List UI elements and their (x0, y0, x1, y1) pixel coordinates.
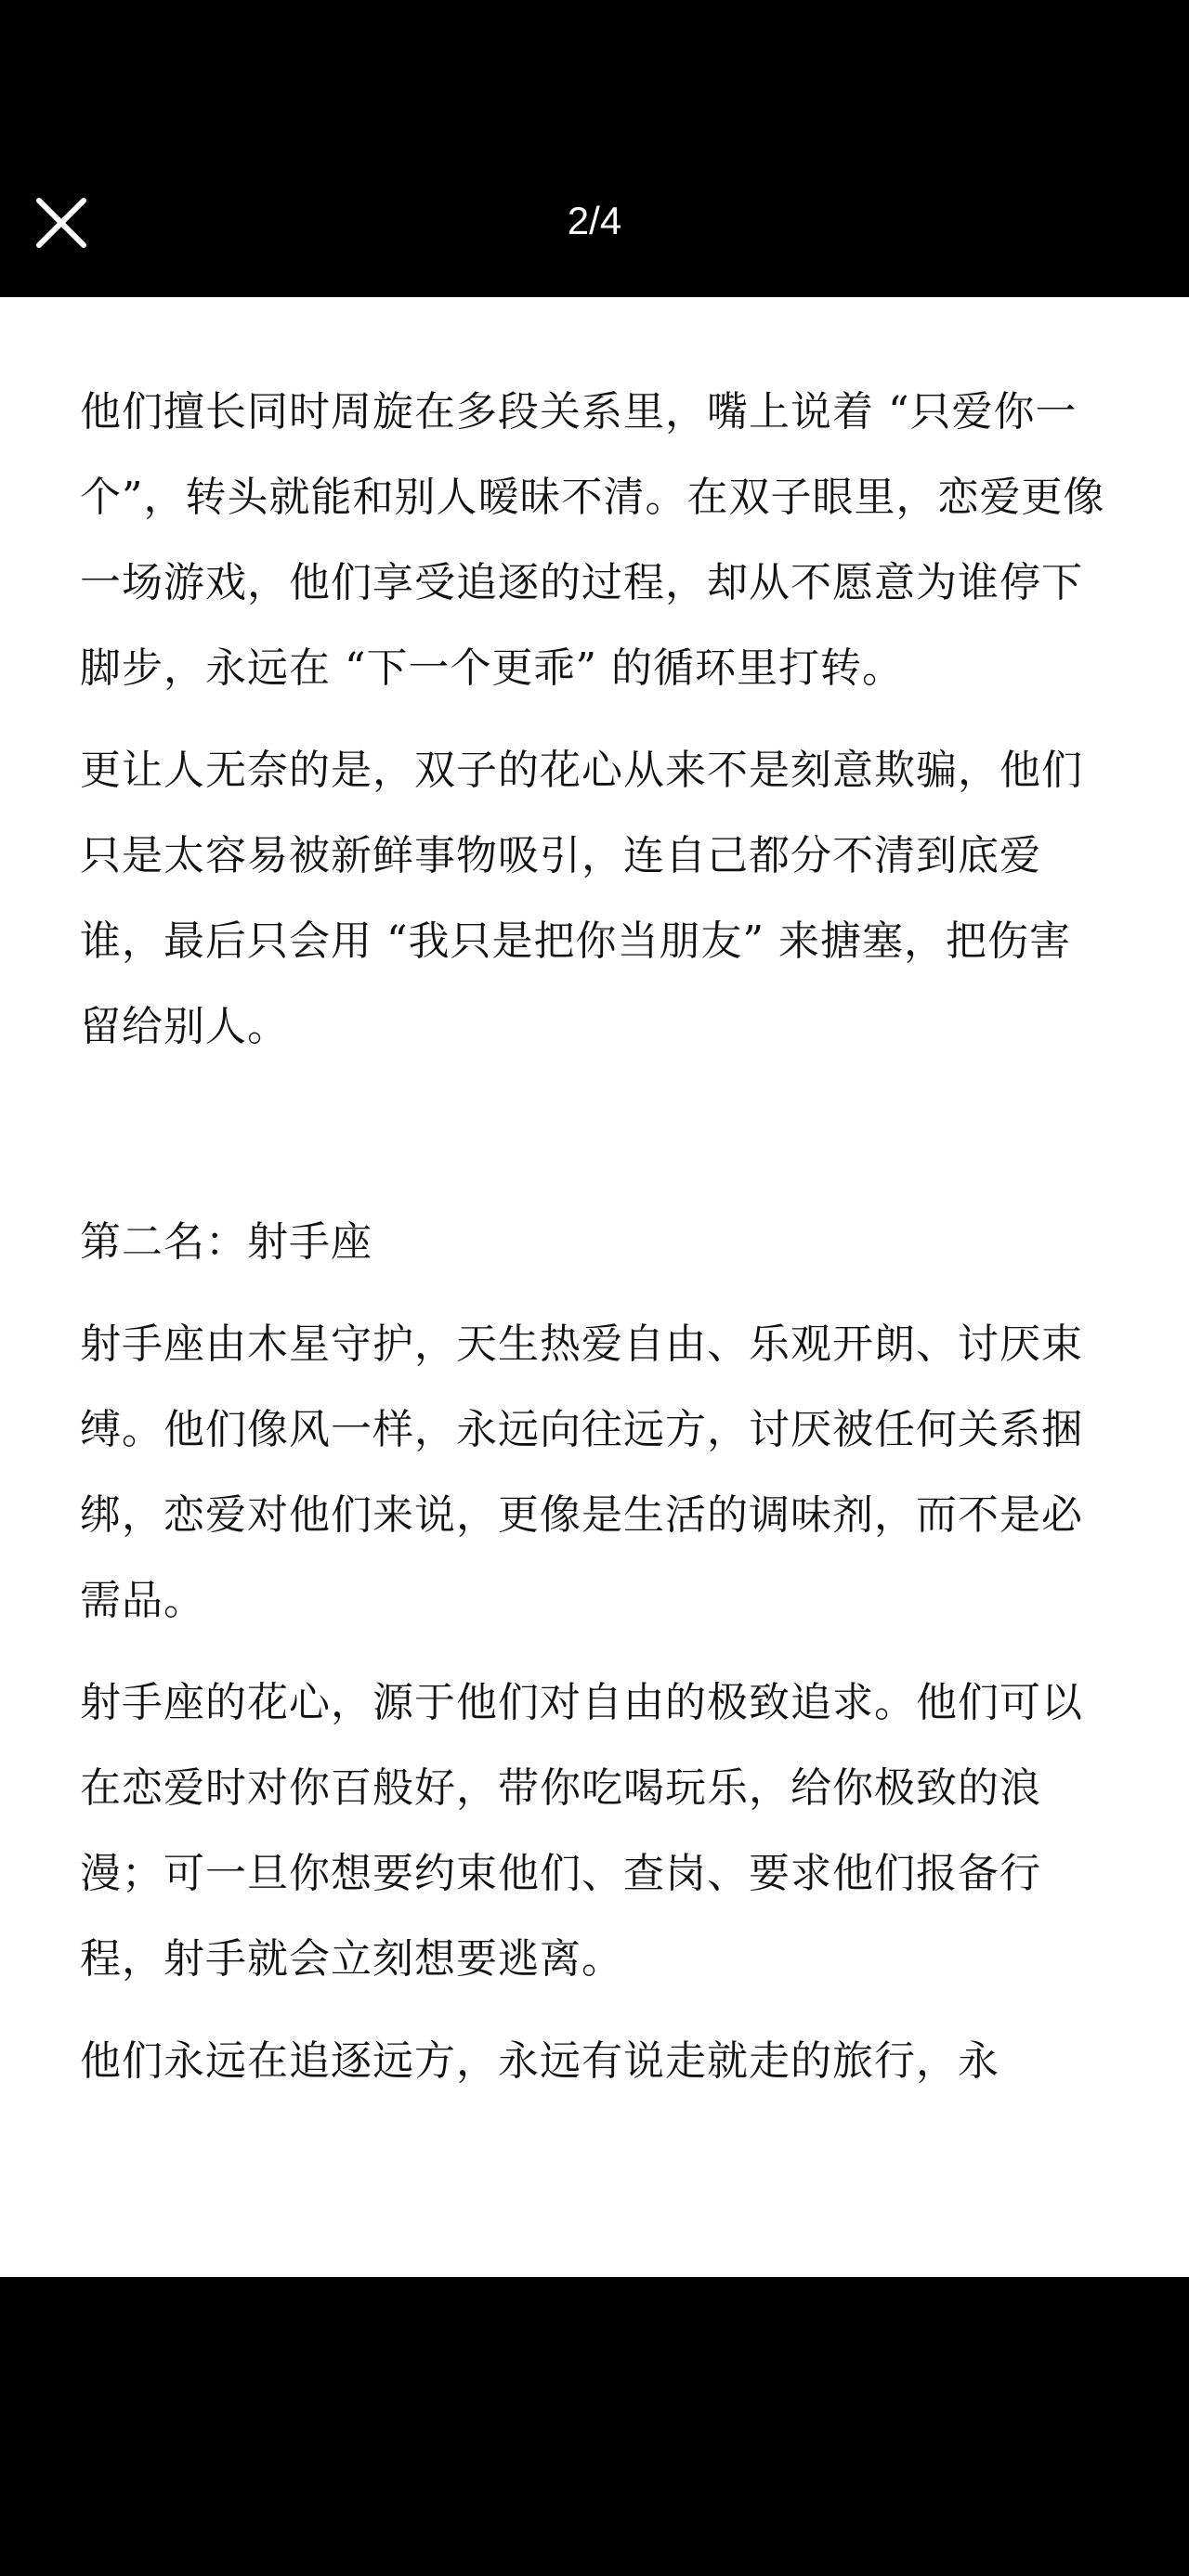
viewer-bottom-bar (0, 2277, 1189, 2576)
paragraph: 更让人无奈的是，双子的花心从来不是刻意欺骗，他们只是太容易被新鲜事物吸引，连自己都分不清到底爱谁，最后只会用 “我只是把你当朋友” 来搪塞，把伤害留给别人。 (80, 747, 1083, 1050)
paragraph: 他们永远在追逐远方，永远有说走就走的旅行，永 (80, 2037, 1000, 2085)
paragraph: 射手座的花心，源于他们对自由的极致追求。他们可以在恋爱时对你百般好，带你吃喝玩乐，给你极致的浪漫；可一旦你想要约束他们、查岗、要求他们报备行程，射手就会立刻想要逃离。 (80, 1679, 1083, 1983)
page-counter: 2/4 (567, 199, 622, 242)
paragraph: 射手座由木星守护，天生热爱自由、乐观开朗、讨厌束缚。他们像风一样，永远向往远方，讨厌被任何关系捆绑，恋爱对他们来说，更像是生活的调味剂，而不是必需品。 (80, 1321, 1083, 1624)
section-heading: 第二名：射手座 (80, 1218, 372, 1266)
viewer-top-bar (0, 0, 1189, 297)
article-text (80, 370, 1111, 2104)
paragraph: 他们擅长同时周旋在多段关系里，嘴上说着 “只爱你一个”，转头就能和别人暧昧不清。在双子眼里，恋爱更像一场游戏，他们享受追逐的过程，却从不愿意为谁停下脚步，永远在 “下一个更乖” 的循环里打转。 (80, 388, 1105, 692)
image-viewport[interactable] (0, 297, 1189, 2277)
